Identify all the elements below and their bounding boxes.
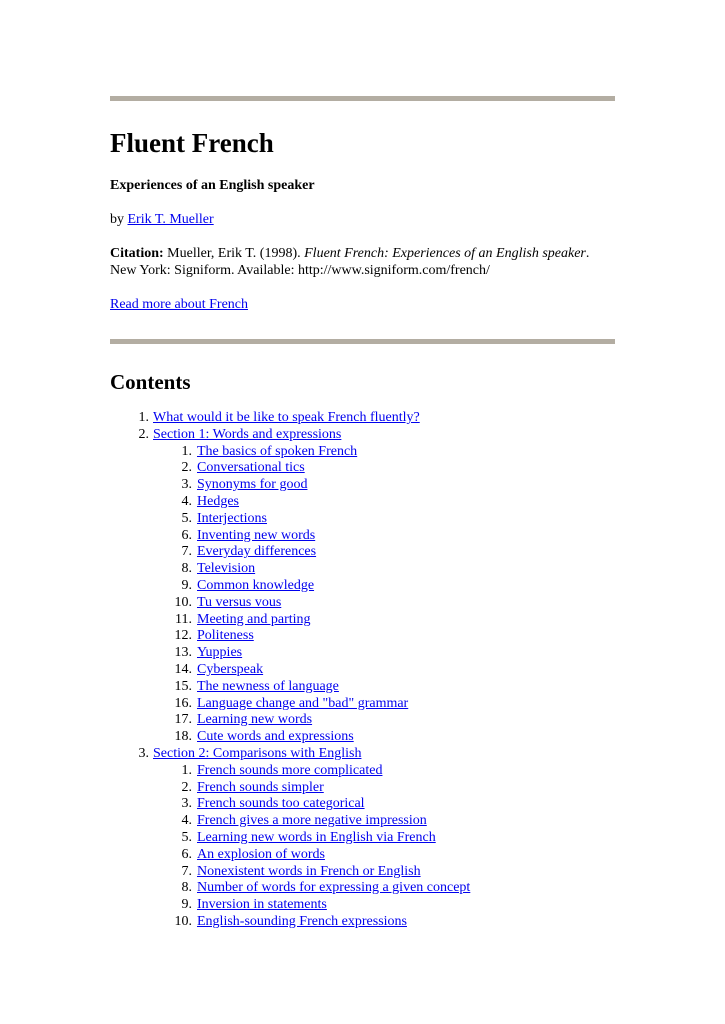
read-more-link[interactable]: Read more about French — [110, 297, 249, 312]
toc-subitem-number: 5. — [181, 510, 192, 526]
toc-subitem — [110, 679, 615, 696]
toc-sublink[interactable]: French sounds more complicated — [197, 762, 383, 778]
top-rule — [110, 96, 615, 101]
page-title: Fluent French — [110, 128, 274, 158]
toc-sublink[interactable]: Meeting and parting — [197, 611, 311, 627]
toc-item — [110, 427, 615, 746]
toc-sublink[interactable]: Tu versus vous — [197, 594, 282, 610]
toc-sublink[interactable]: The newness of language — [197, 678, 339, 694]
toc-sublink[interactable]: Conversational tics — [197, 460, 305, 476]
toc-subitem — [110, 864, 615, 881]
toc-subitem — [110, 897, 615, 914]
toc-subitem — [110, 796, 615, 813]
toc-subitem — [110, 914, 615, 931]
toc-subitem-number: 15. — [174, 678, 192, 694]
toc-subitem-number: 10. — [174, 594, 192, 610]
toc-subitem-number: 1. — [181, 762, 192, 778]
toc-subitem-number: 6. — [181, 527, 192, 543]
toc-subitem — [110, 578, 615, 595]
toc-subitem — [110, 696, 615, 713]
toc-subitem — [110, 628, 615, 645]
toc-sublink[interactable]: Learning new words — [197, 712, 313, 728]
citation-work-title: Fluent French: Experiences of an English speaker — [304, 246, 586, 261]
toc-item-number: 2. — [138, 426, 149, 442]
toc-subitem-number: 7. — [181, 863, 192, 879]
read-more — [110, 296, 615, 314]
toc-subitem — [110, 511, 615, 528]
page-subtitle: Experiences of an English speaker — [110, 178, 315, 193]
toc-link[interactable]: What would it be like to speak French fluently? — [153, 410, 420, 425]
toc-sublink[interactable]: Common knowledge — [197, 577, 315, 593]
toc-item-number: 3. — [138, 745, 149, 761]
toc-subitem — [110, 880, 615, 897]
toc-sublink[interactable]: An explosion of words — [197, 846, 325, 862]
middle-rule — [110, 339, 615, 344]
toc-subitem — [110, 544, 615, 561]
author-link[interactable]: Erik T. Mueller — [127, 212, 214, 227]
citation-text-before: Mueller, Erik T. (1998). — [163, 246, 305, 261]
toc-subitem — [110, 645, 615, 662]
toc-sublink[interactable]: Everyday differences — [197, 544, 317, 560]
citation — [110, 245, 615, 279]
toc-subitem — [110, 444, 615, 461]
citation-text-after: . — [585, 246, 590, 261]
toc-sublink[interactable]: French sounds too categorical — [197, 796, 365, 812]
toc-sublink[interactable]: Television — [197, 561, 256, 577]
section2-list — [110, 763, 615, 931]
toc-item-number: 1. — [138, 410, 149, 425]
toc-subitem — [110, 729, 615, 746]
toc-subitem-number: 3. — [181, 796, 192, 812]
toc-sublink[interactable]: Inventing new words — [197, 527, 316, 543]
toc-subitem-number: 2. — [181, 460, 192, 476]
toc-sublink[interactable]: Cyberspeak — [197, 661, 264, 677]
toc-sublink[interactable]: Hedges — [197, 493, 239, 509]
toc-sublink[interactable]: English-sounding French expressions — [197, 913, 407, 929]
toc-item — [110, 746, 615, 931]
toc-subitem-number: 18. — [174, 729, 192, 745]
toc-subitem — [110, 813, 615, 830]
toc-subitem-number: 12. — [174, 628, 192, 644]
toc-subitem-number: 6. — [181, 846, 192, 862]
toc-subitem — [110, 477, 615, 494]
toc-link[interactable]: Section 2: Comparisons with English — [153, 745, 362, 761]
toc-subitem — [110, 528, 615, 545]
toc-subitem-number: 7. — [181, 544, 192, 560]
toc-subitem — [110, 561, 615, 578]
toc-sublink[interactable]: Synonyms for good — [197, 477, 308, 493]
byline-prefix: by — [110, 212, 128, 227]
contents-heading: Contents — [110, 370, 191, 394]
toc-sublink[interactable]: French sounds simpler — [197, 779, 324, 795]
toc-sublink[interactable]: The basics of spoken French — [197, 443, 358, 459]
toc-sublink[interactable]: Number of words for expressing a given concept — [197, 880, 471, 896]
citation-line2: New York: Signiform. Available: http://www.signiform.com/french/ — [110, 263, 490, 278]
toc-subitem-number: 3. — [181, 477, 192, 493]
toc-subitem-number: 8. — [181, 880, 192, 896]
byline — [110, 211, 615, 229]
toc-subitem-number: 2. — [181, 779, 192, 795]
toc-subitem — [110, 847, 615, 864]
toc-subitem-number: 8. — [181, 561, 192, 577]
toc-subitem-number: 1. — [181, 443, 192, 459]
toc-subitem — [110, 460, 615, 477]
toc-sublink[interactable]: Inversion in statements — [197, 897, 327, 913]
toc-subitem-number: 9. — [181, 897, 192, 913]
toc-subitem-number: 4. — [181, 813, 192, 829]
toc-sublink[interactable]: Yuppies — [197, 645, 243, 661]
toc-sublink[interactable]: Learning new words in English via French — [197, 829, 436, 845]
toc-subitem-number: 11. — [175, 611, 192, 627]
toc-subitem — [110, 494, 615, 511]
toc-subitem-number: 10. — [174, 913, 192, 929]
toc-subitem — [110, 763, 615, 780]
toc-sublink[interactable]: Language change and "bad" grammar — [197, 695, 409, 711]
toc-subitem-number: 9. — [181, 577, 192, 593]
toc-subitem-number: 13. — [174, 645, 192, 661]
table-of-contents — [110, 410, 615, 931]
toc-sublink[interactable]: Cute words and expressions — [197, 729, 354, 745]
toc-subitem — [110, 830, 615, 847]
toc-sublink[interactable]: Politeness — [197, 628, 254, 644]
toc-subitem — [110, 780, 615, 797]
toc-subitem-number: 14. — [174, 661, 192, 677]
toc-link[interactable]: Section 1: Words and expressions — [153, 426, 342, 442]
toc-sublink[interactable]: Nonexistent words in French or English — [197, 863, 421, 879]
toc-subitem — [110, 612, 615, 629]
toc-subitem — [110, 712, 615, 729]
citation-label: Citation: — [110, 246, 164, 261]
toc-subitem-number: 17. — [174, 712, 192, 728]
toc-subitem-number: 5. — [181, 829, 192, 845]
toc-subitem — [110, 662, 615, 679]
toc-sublink[interactable]: French gives a more negative impression — [197, 813, 427, 829]
toc-subitem-number: 4. — [181, 493, 192, 509]
section1-list — [110, 444, 615, 746]
toc-subitem-number: 16. — [174, 695, 192, 711]
toc-subitem — [110, 595, 615, 612]
toc-sublink[interactable]: Interjections — [197, 510, 267, 526]
toc-item — [110, 410, 615, 427]
document-page — [110, 96, 615, 931]
